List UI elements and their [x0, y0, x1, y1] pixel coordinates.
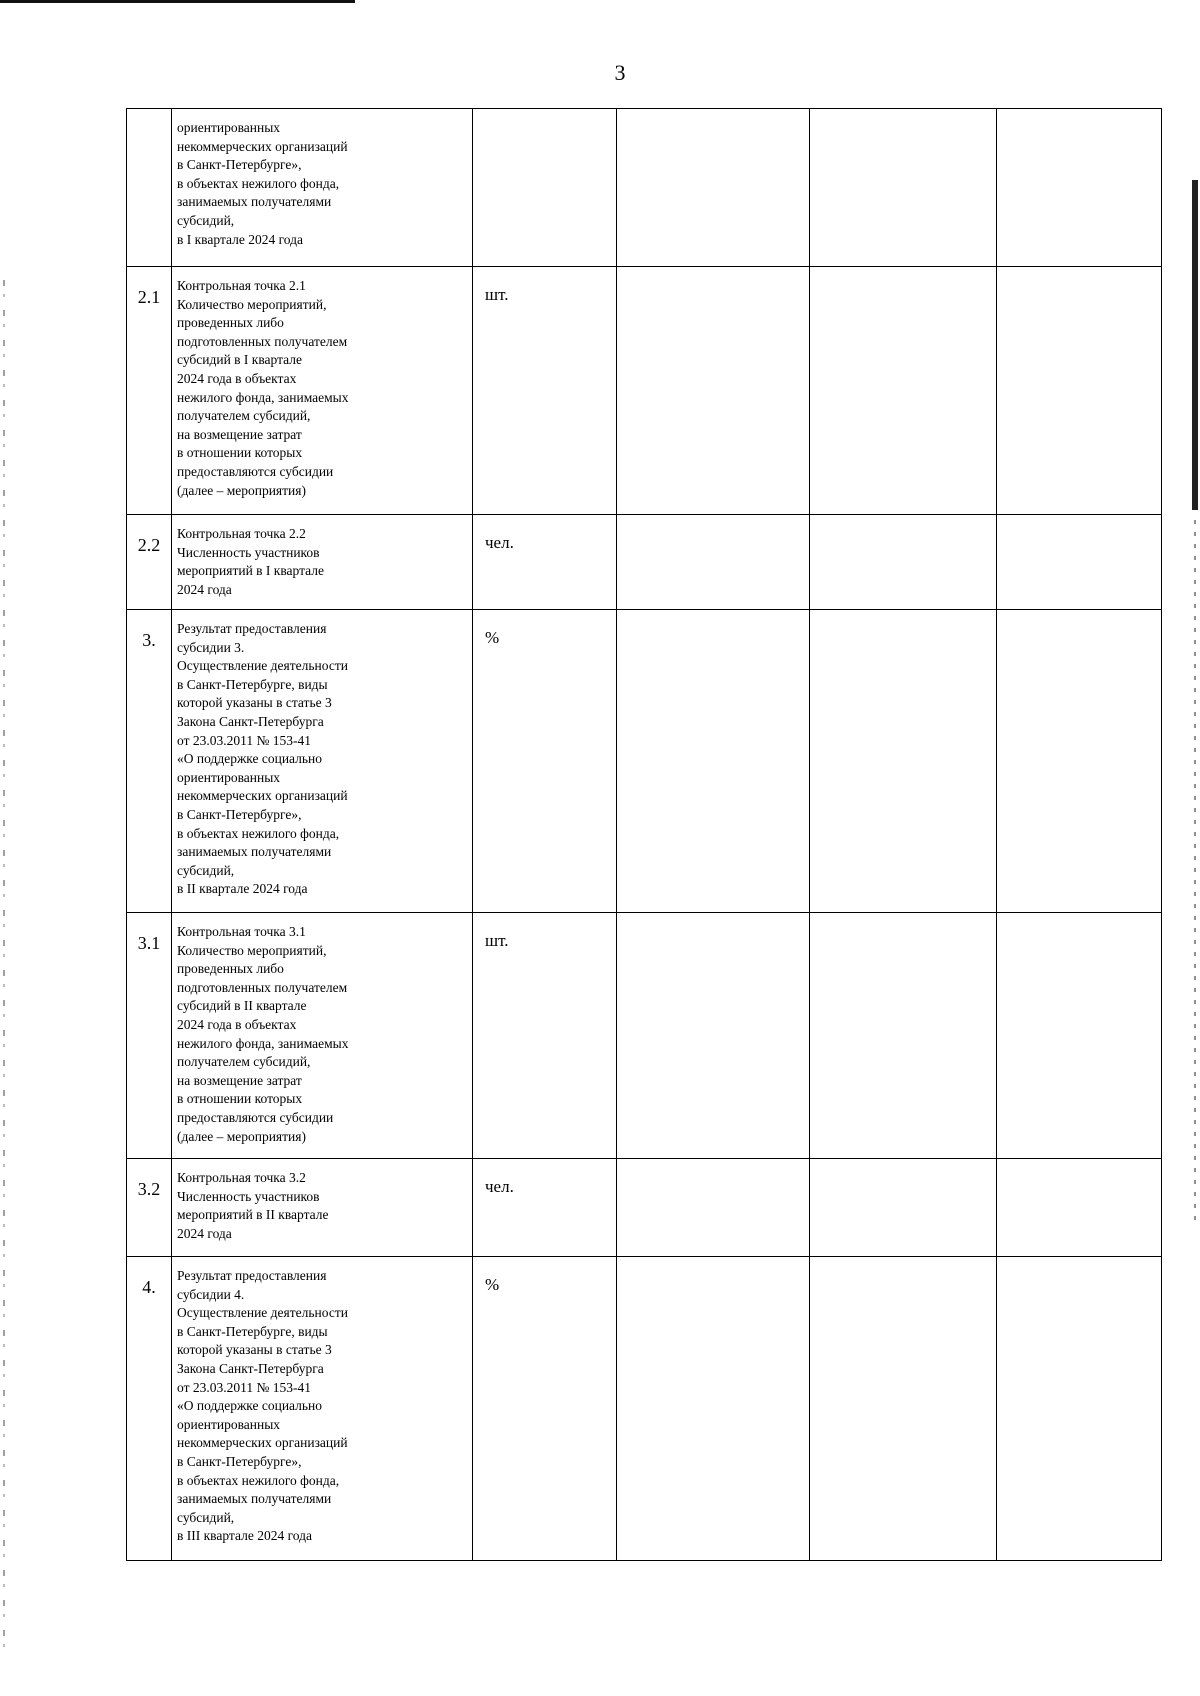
- row-unit: чел.: [473, 1159, 617, 1257]
- indicators-table: [126, 108, 1162, 1561]
- row-number: 2.2: [127, 515, 172, 610]
- value-cell: [617, 1159, 810, 1257]
- value-cell: [617, 610, 810, 913]
- scan-artifact-left: [3, 280, 5, 1660]
- row-description: Контрольная точка 2.2 Численность участников мероприятий в I квартале 2024 года: [172, 515, 473, 610]
- row-description: Результат предоставления субсидии 4. Осуществление деятельности в Санкт-Петербурге, виды которой указаны в статье 3 Закона Санкт-Петербурга от 23.03.2011 № 153-41 «О поддержке социально ориентированных некоммерческих организаций в Санкт-Петербурге», в объектах нежилого фонда, занимаемых получателями субсидий, в III квартале 2024 года: [172, 1257, 473, 1561]
- table-row: [127, 913, 1162, 1159]
- value-cell: [617, 109, 810, 267]
- value-cell: [997, 267, 1162, 515]
- value-cell: [617, 267, 810, 515]
- value-cell: [810, 1159, 997, 1257]
- scan-artifact-right-lower: [1194, 520, 1196, 1220]
- value-cell: [997, 1159, 1162, 1257]
- row-number: 2.1: [127, 267, 172, 515]
- table-row: [127, 515, 1162, 610]
- top-rule: [0, 0, 355, 3]
- row-unit: чел.: [473, 515, 617, 610]
- row-number: 3.: [127, 610, 172, 913]
- value-cell: [617, 913, 810, 1159]
- row-description: Контрольная точка 2.1 Количество мероприятий, проведенных либо подготовленных получателем субсидий в I квартале 2024 года в объектах нежилого фонда, занимаемых получателем субсидий, на возмещение затрат в отношении которых предоставляются субсидии (далее – мероприятия): [172, 267, 473, 515]
- value-cell: [810, 109, 997, 267]
- value-cell: [810, 515, 997, 610]
- table-row: [127, 109, 1162, 267]
- value-cell: [997, 515, 1162, 610]
- scan-artifact-right: [1192, 180, 1198, 510]
- row-number: 3.2: [127, 1159, 172, 1257]
- value-cell: [810, 610, 997, 913]
- row-unit: [473, 109, 617, 267]
- row-description: ориентированных некоммерческих организаций в Санкт-Петербурге», в объектах нежилого фонда, занимаемых получателями субсидий, в I квартале 2024 года: [172, 109, 473, 267]
- table-row: [127, 1159, 1162, 1257]
- value-cell: [997, 913, 1162, 1159]
- value-cell: [617, 1257, 810, 1561]
- table-row: [127, 267, 1162, 515]
- row-unit: шт.: [473, 913, 617, 1159]
- value-cell: [617, 515, 810, 610]
- row-description: Контрольная точка 3.2 Численность участников мероприятий в II квартале 2024 года: [172, 1159, 473, 1257]
- page-number: 3: [614, 60, 626, 85]
- row-unit: %: [473, 610, 617, 913]
- value-cell: [997, 610, 1162, 913]
- row-unit: %: [473, 1257, 617, 1561]
- value-cell: [810, 1257, 997, 1561]
- row-description: Результат предоставления субсидии 3. Осуществление деятельности в Санкт-Петербурге, виды которой указаны в статье 3 Закона Санкт-Петербурга от 23.03.2011 № 153-41 «О поддержке социально ориентированных некоммерческих организаций в Санкт-Петербурге», в объектах нежилого фонда, занимаемых получателями субсидий, в II квартале 2024 года: [172, 610, 473, 913]
- row-number: 3.1: [127, 913, 172, 1159]
- value-cell: [997, 1257, 1162, 1561]
- row-unit: шт.: [473, 267, 617, 515]
- table-row: [127, 1257, 1162, 1561]
- value-cell: [997, 109, 1162, 267]
- row-description: Контрольная точка 3.1 Количество мероприятий, проведенных либо подготовленных получателем субсидий в II квартале 2024 года в объектах нежилого фонда, занимаемых получателем субсидий, на возмещение затрат в отношении которых предоставляются субсидии (далее – мероприятия): [172, 913, 473, 1159]
- value-cell: [810, 913, 997, 1159]
- row-number: 4.: [127, 1257, 172, 1561]
- table-row: [127, 610, 1162, 913]
- value-cell: [810, 267, 997, 515]
- row-number: [127, 109, 172, 267]
